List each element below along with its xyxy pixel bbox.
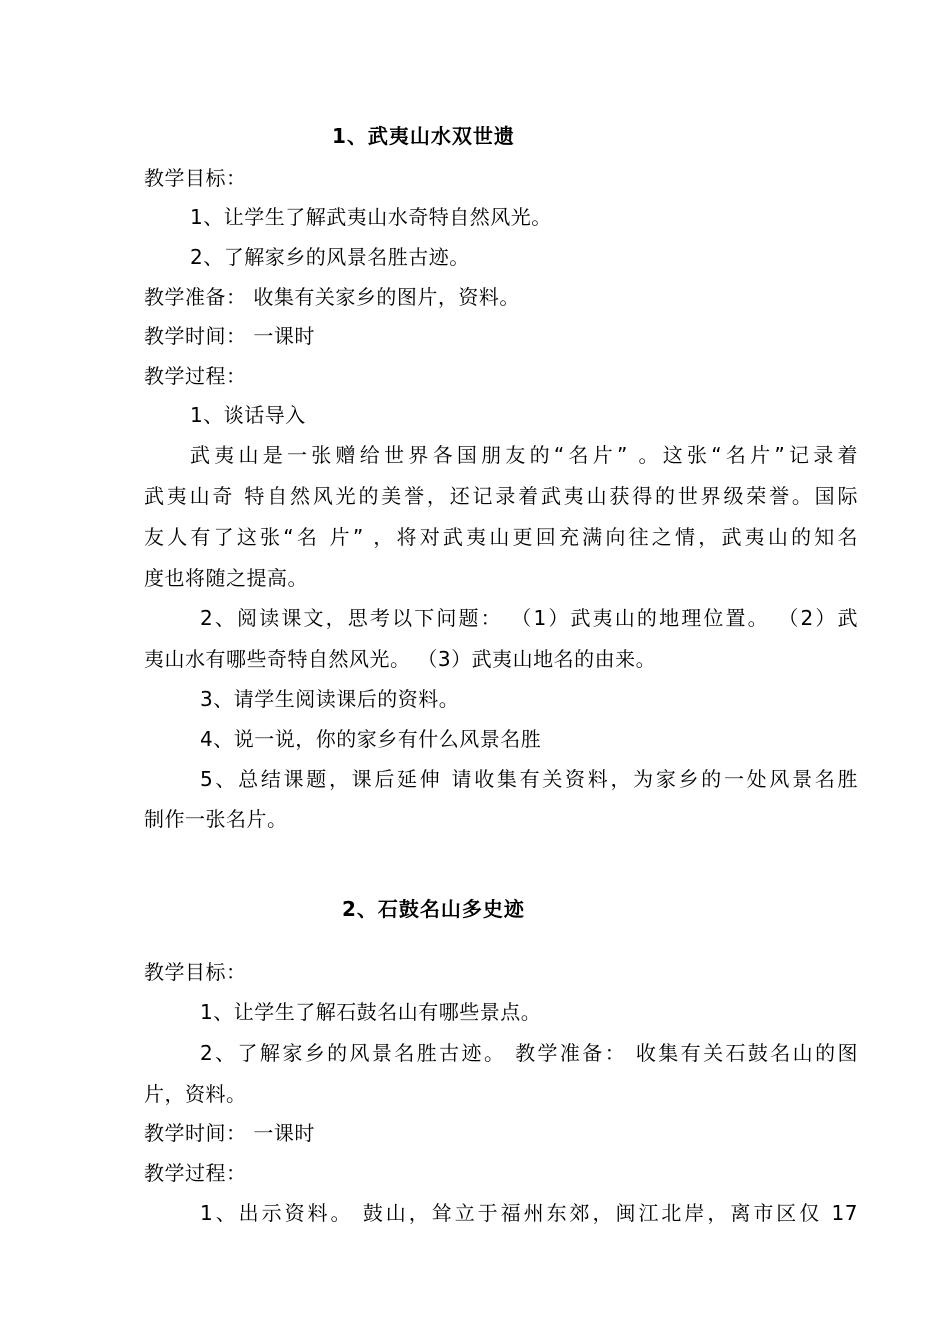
section-2-step-1: 1、出示资料。 鼓山，耸立于福州东郊，闽江北岸，离市区仅 17	[200, 1201, 858, 1225]
section-1-paragraph-line-2: 武夷山奇 特自然风光的美誉，还记录着武夷山获得的世界级荣誉。国际	[144, 484, 858, 508]
section-2-goal-1: 1、让学生了解石鼓名山有哪些景点。	[200, 1000, 542, 1024]
section-1-goal-1: 1、让学生了解武夷山水奇特自然风光。	[190, 205, 552, 229]
section-1-goal-2: 2、了解家乡的风景名胜古迹。	[190, 245, 470, 269]
section-2-time: 教学时间： 一课时	[144, 1121, 315, 1145]
section-1-title: 1、武夷山水双世遗	[332, 124, 515, 148]
section-1-paragraph-line-3: 友人有了这张“名 片” ，将对武夷山更回充满向往之情，武夷山的知名	[144, 525, 858, 549]
section-2-process-label: 教学过程：	[144, 1161, 247, 1185]
section-1-step-5-line-2: 制作一张名片。	[144, 807, 288, 831]
section-2-goal-2-line-1: 2、了解家乡的风景名胜古迹。 教学准备： 收集有关石鼓名山的图	[200, 1041, 858, 1065]
section-1-paragraph-line-1: 武夷山是一张赠给世界各国朋友的“名片” 。这张“名片”记录着	[190, 443, 858, 467]
section-1-process-label: 教学过程：	[144, 364, 247, 388]
section-1-step-2-line-1: 2、阅读课文，思考以下问题： （1）武夷山的地理位置。 （2）武	[200, 606, 858, 630]
section-1-step-4: 4、说一说，你的家乡有什么风景名胜	[200, 727, 542, 751]
section-1-paragraph-line-4: 度也将随之提高。	[144, 566, 308, 590]
section-2-goal-label: 教学目标：	[144, 960, 247, 984]
section-2-goal-2-line-2: 片，资料。	[144, 1082, 247, 1106]
section-2-title: 2、石鼓名山多史迹	[342, 897, 525, 921]
section-1-prep: 教学准备： 收集有关家乡的图片，资料。	[144, 285, 520, 309]
section-1-goal-label: 教学目标：	[144, 166, 247, 190]
section-1-step-5-line-1: 5、总结课题，课后延伸 请收集有关资料，为家乡的一处风景名胜	[200, 767, 858, 791]
section-1-step-3: 3、请学生阅读课后的资料。	[200, 687, 460, 711]
section-1-time: 教学时间： 一课时	[144, 324, 315, 348]
section-1-step-1: 1、谈话导入	[190, 403, 306, 427]
section-1-step-2-line-2: 夷山水有哪些奇特自然风光。 （3）武夷山地名的由来。	[144, 647, 657, 671]
